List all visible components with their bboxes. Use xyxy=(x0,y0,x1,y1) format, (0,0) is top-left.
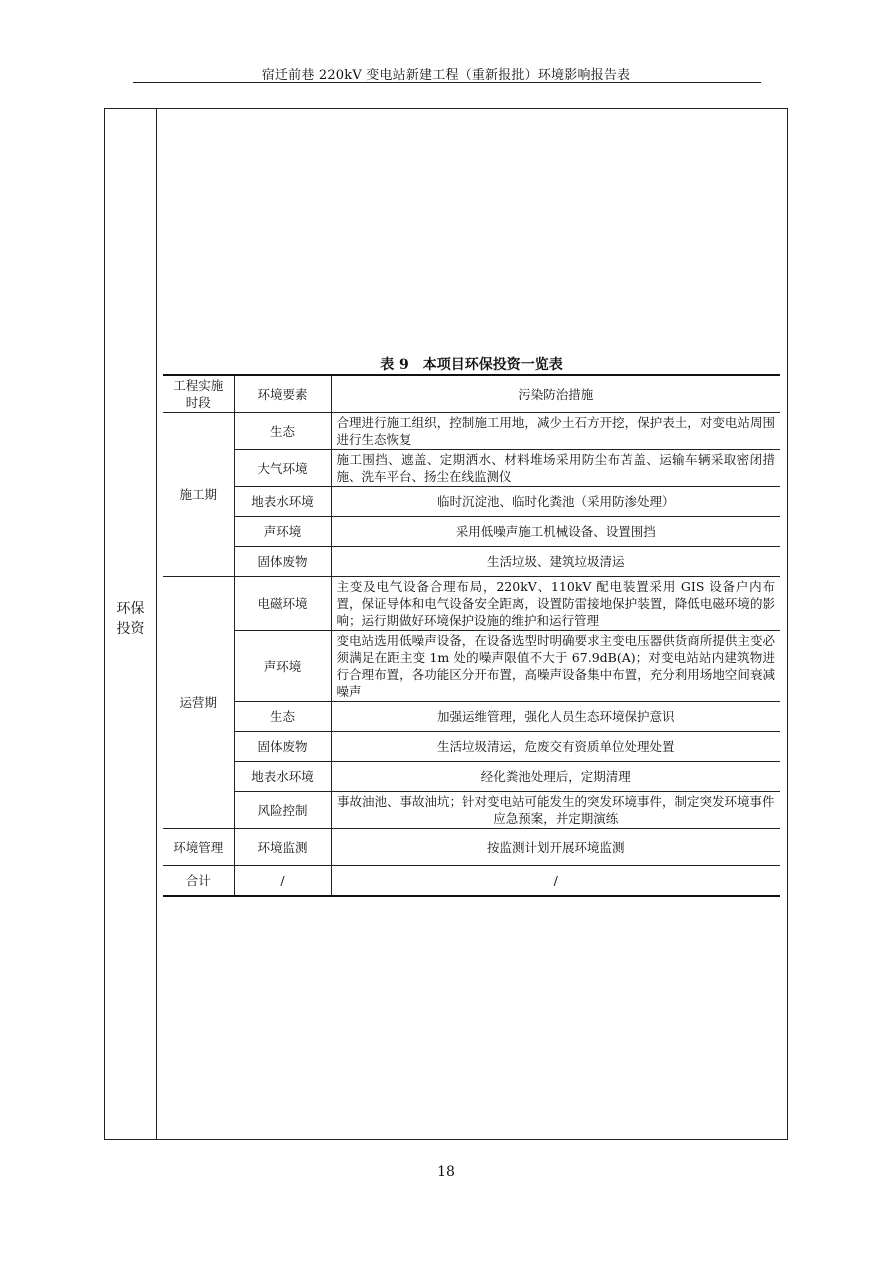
measure-cell: 生活垃圾、建筑垃圾清运 xyxy=(331,547,780,577)
element-cell: 环境监测 xyxy=(234,829,331,866)
phase-construction: 施工期 xyxy=(163,413,234,577)
element-cell: 声环境 xyxy=(234,517,331,547)
side-label-line2: 投资 xyxy=(116,621,145,637)
table-title: 表 9 本项目环保投资一览表 xyxy=(380,357,563,373)
table-row xyxy=(163,413,780,450)
table-row xyxy=(163,577,780,631)
measure-cell: 生活垃圾清运，危废交有资质单位处理处置 xyxy=(331,732,780,762)
total-row xyxy=(163,866,780,896)
element-cell: 声环境 xyxy=(234,631,331,702)
element-cell: 电磁环境 xyxy=(234,577,331,631)
measure-cell: 主变及电气设备合理布局，220kV、110kV 配电装置采用 GIS 设备户内布置，保证导体和电气设备安全距离，设置防雷接地保护装置，降低电磁环境的影响；运行期做好环境保护设施的维护和运行管理 xyxy=(331,577,780,631)
table-header-row xyxy=(163,375,780,413)
table-row xyxy=(163,702,780,732)
table-row xyxy=(163,517,780,547)
measure-cell: 变电站选用低噪声设备，在设备选型时明确要求主变电压器供货商所提供主变必须满足在距主变 1m 处的噪声限值不大于 67.9dB(A)；对变电站站内建筑物进行合理布置，各功能区分开布置，高噪声设备集中布置，充分利用场地空间衰减噪声 xyxy=(331,631,780,702)
page-number: 18 xyxy=(437,1164,455,1180)
element-cell: 地表水环境 xyxy=(234,762,331,792)
measure-cell: 加强运维管理，强化人员生态环境保护意识 xyxy=(331,702,780,732)
table-row xyxy=(163,631,780,702)
measure-cell: 采用低噪声施工机械设备、设置围挡 xyxy=(331,517,780,547)
measure-cell: 事故油池、事故油坑；针对变电站可能发生的突发环境事件，制定突发环境事件应急预案，并定期演练 xyxy=(331,792,780,829)
measure-cell: 临时沉淀池、临时化粪池（采用防渗处理） xyxy=(331,487,780,517)
total-label: 合计 xyxy=(163,866,234,896)
investment-table xyxy=(163,374,780,897)
element-cell: 风险控制 xyxy=(234,792,331,829)
header-phase: 工程实施时段 xyxy=(163,375,234,413)
table-row xyxy=(163,792,780,829)
element-cell: 生态 xyxy=(234,413,331,450)
phase-operation: 运营期 xyxy=(163,577,234,829)
measure-cell: 经化粪池处理后，定期清理 xyxy=(331,762,780,792)
element-cell: 固体废物 xyxy=(234,732,331,762)
measure-cell: 按监测计划开展环境监测 xyxy=(331,829,780,866)
table-row xyxy=(163,762,780,792)
header-rule xyxy=(133,82,761,83)
total-element: / xyxy=(234,866,331,896)
table-row xyxy=(163,829,780,866)
page-header: 宿迁前巷 220kV 变电站新建工程（重新报批）环境影响报告表 xyxy=(261,68,631,83)
phase-management: 环境管理 xyxy=(163,829,234,866)
table-row xyxy=(163,732,780,762)
table-row xyxy=(163,547,780,577)
side-label xyxy=(105,599,156,639)
element-cell: 大气环境 xyxy=(234,450,331,487)
total-measure: / xyxy=(331,866,780,896)
table-row xyxy=(163,450,780,487)
side-label-line1: 环保 xyxy=(116,601,145,617)
element-cell: 地表水环境 xyxy=(234,487,331,517)
element-cell: 固体废物 xyxy=(234,547,331,577)
frame-divider xyxy=(156,109,157,1139)
measure-cell: 合理进行施工组织，控制施工用地，减少土石方开挖，保护表土，对变电站周围进行生态恢复 xyxy=(331,413,780,450)
header-measure: 污染防治措施 xyxy=(331,375,780,413)
measure-cell: 施工围挡、遮盖、定期洒水、材料堆场采用防尘布苫盖、运输车辆采取密闭措施、洗车平台、扬尘在线监测仪 xyxy=(331,450,780,487)
table-row xyxy=(163,487,780,517)
element-cell: 生态 xyxy=(234,702,331,732)
header-element: 环境要素 xyxy=(234,375,331,413)
